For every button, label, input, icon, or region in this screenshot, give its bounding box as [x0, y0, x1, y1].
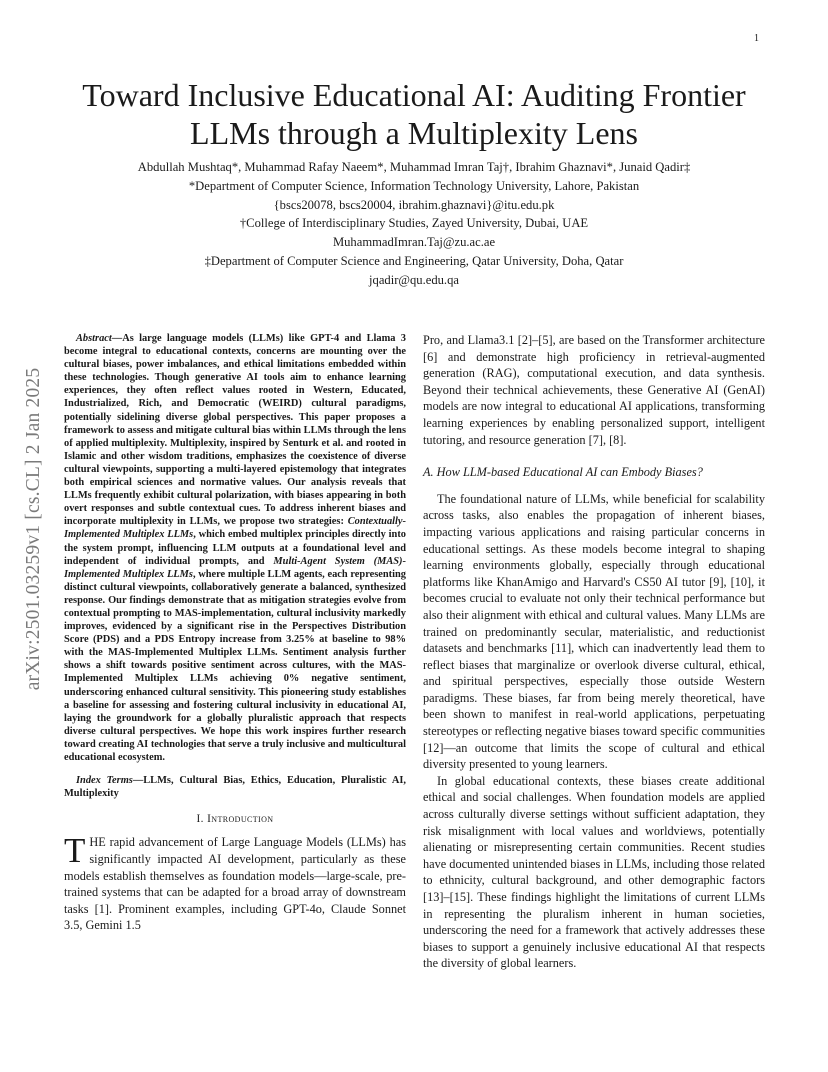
page-number: 1 — [754, 33, 759, 44]
index-terms-label: Index Terms — [76, 775, 133, 787]
drop-cap: T — [64, 831, 86, 871]
paper-title: Toward Inclusive Educational AI: Auditing Frontier LLMs through a Multiplexity Lens — [82, 77, 746, 151]
abstract-emph-1: Contextually-Implemented Multiplex LLMs — [64, 516, 406, 541]
affiliation-2: †College of Interdisciplinary Studies, Zayed University, Dubai, UAE — [239, 216, 589, 231]
left-column — [64, 332, 406, 934]
subsection-heading-a: A. How LLM-based Educational AI can Embody Biases? — [423, 465, 703, 480]
email-2: MuhammadImran.Taj@zu.ac.ae — [332, 235, 496, 250]
email-1: {bscs20078, bscs20004, ibrahim.ghaznavi}@itu.edu.pk — [273, 197, 555, 212]
email-3: jqadir@qu.edu.qa — [369, 272, 459, 287]
right-column — [423, 332, 765, 972]
section-heading-introduction: I. Introduction — [196, 813, 274, 826]
subsection-a-paragraph-2: In global educational contexts, these biases create additional ethical and social challenges. When foundation models are applied across culturally diverse settings without sufficient adaptation, they risk misalignment with local values and worldviews, potentially alienating or misrepresenting certain communities. Recent studies have documented unintended biases in LLMs, including those related to ethnicity, cultural background, and other demographic factors [13]–[15]. These findings highlight the limitations of current LLMs in representing the pluralism inherent in human societies, underscoring the need for a framework that actively addresses these biases to support a genuinely inclusive educational AI that respects the diversity of global learners. — [423, 773, 765, 971]
author-block — [40, 158, 788, 290]
arxiv-stamp — [4, 298, 64, 760]
intro-paragraph-1-continued: Pro, and Llama3.1 [2]–[5], are based on the Transformer architecture [6] and demonstrate high proficiency in retrieval-augmented generation (RAG), computational execution, and data synthesis. Beyond their technical achievements, these Generative AI (GenAI) models are now integral to educational AI applications, transforming learning experiences by enabling personalized support, intelligent tutoring, and resource generation [7], [8]. — [423, 333, 765, 447]
affiliation-3: ‡Department of Computer Science and Engineering, Qatar University, Doha, Qatar — [204, 253, 624, 268]
abstract-emph-2: Multi-Agent System (MAS)-Implemented Multiplex LLMs — [64, 555, 406, 580]
affiliation-1: *Department of Computer Science, Information Technology University, Lahore, Pakistan — [188, 178, 640, 193]
arxiv-stamp-text: arXiv:2501.03259v1 [cs.CL] 2 Jan 2025 — [23, 367, 44, 691]
subsection-a-paragraph-1: The foundational nature of LLMs, while beneficial for scalability across tasks, also enables the propagation of inherent biases, impacting various applications and raising particular concerns in educational settings. As these models become integral to shaping learning environments globally, especially through educational platforms like KhanAmigo and Harvard's CS50 AI tutor [9], [10], it becomes crucial to evaluate not only their technical performance but also their alignment with ethical and cultural values. Many LLMs are trained on predominantly secular, materialistic, and reductionist datasets and benchmarks [11], which can inadvertently lead them to reflect biases that marginalize or overlook diverse cultural, ethical, and spiritual perspectives, especially those outside Western paradigms. These biases, far from being merely theoretical, have been shown to manifest in real-world applications, perpetuating stereotypes or reflecting negative biases toward specific communities [12]—an outcome that limits the scope of cultural and ethical diversity presented to young learners. — [423, 491, 765, 772]
index-terms: Index Terms—LLMs, Cultural Bias, Ethics, Education, Pluralistic AI, Multiplexity — [64, 775, 406, 800]
abstract: Abstract—As large language models (LLMs) like GPT-4 and Llama 3 become integral to educational contexts, concerns are mounting over the cultural biases, power imbalances, and ethical limitations embedded within these technologies. Though generative AI tools aim to enhance learning experiences, they often reflect values rooted in Western, Educated, Industrialized, Rich, and Democratic (WEIRD) cultural paradigms, potentially sidelining diverse global perspectives. This paper proposes a framework to assess and mitigate cultural bias within LLMs through the lens of applied multiplexity. Multiplexity, inspired by Senturk et al. and rooted in Islamic and other wisdom traditions, emphasizes the coexistence of diverse cultural viewpoints, supporting a multi-layered epistemology that integrates both empirical sciences and normative values. Our analysis reveals that LLMs frequently exhibit cultural polarization, with biases appearing in both overt responses and subtle contextual cues. To address inherent biases and incorporate multiplexity in LLMs, we propose two strategies: Contextually-Implemented Multiplex LLMs, which embed multiplex principles directly into the system prompt, influencing LLM outputs at a foundational level and independent of individual prompts, and Multi-Agent System (MAS)-Implemented Multiplex LLMs, where multiple LLM agents, each representing distinct cultural viewpoints, collaboratively generate a balanced, synthesized response. Our findings demonstrate that as mitigation strategies evolve from contextual prompting to MAS-implementation, cultural inclusivity markedly improves, evidenced by a significant rise in the Perspectives Distribution Score (PDS) and a PDS Entropy increase from 3.25% at baseline to 98% with the MAS-Implemented Multiplex LLMs. Sentiment analysis further shows a shift towards positive sentiment across cultures, with the MAS-Implemented Multiplex LLMs achieving 0% negative sentiment, underscoring enhanced cultural sensitivity. This pioneering study establishes a baseline for assessing and fostering cultural inclusivity in educational AI, laying the groundwork for a globally pluralistic approach that respects diverse cultural perspectives. We hope this work inspires further research toward creating AI technologies that serve a truly inclusive and multicultural educational ecosystem. — [64, 333, 406, 763]
author-list: Abdullah Mushtaq*, Muhammad Rafay Naeem*, Muhammad Imran Taj†, Ibrahim Ghaznavi*, Junaid Qadir‡ — [137, 160, 691, 174]
intro-paragraph-1: THE rapid advancement of Large Language Models (LLMs) has significantly impacted AI development, particularly as these models establish themselves as foundation models—large-scale, pre-trained systems that can be adapted for a broad array of downstream tasks [1]. Prominent examples, including GPT-4o, Claude Sonnet 3.5, Gemini 1.5 — [64, 831, 406, 933]
abstract-label: Abstract — [76, 333, 112, 344]
